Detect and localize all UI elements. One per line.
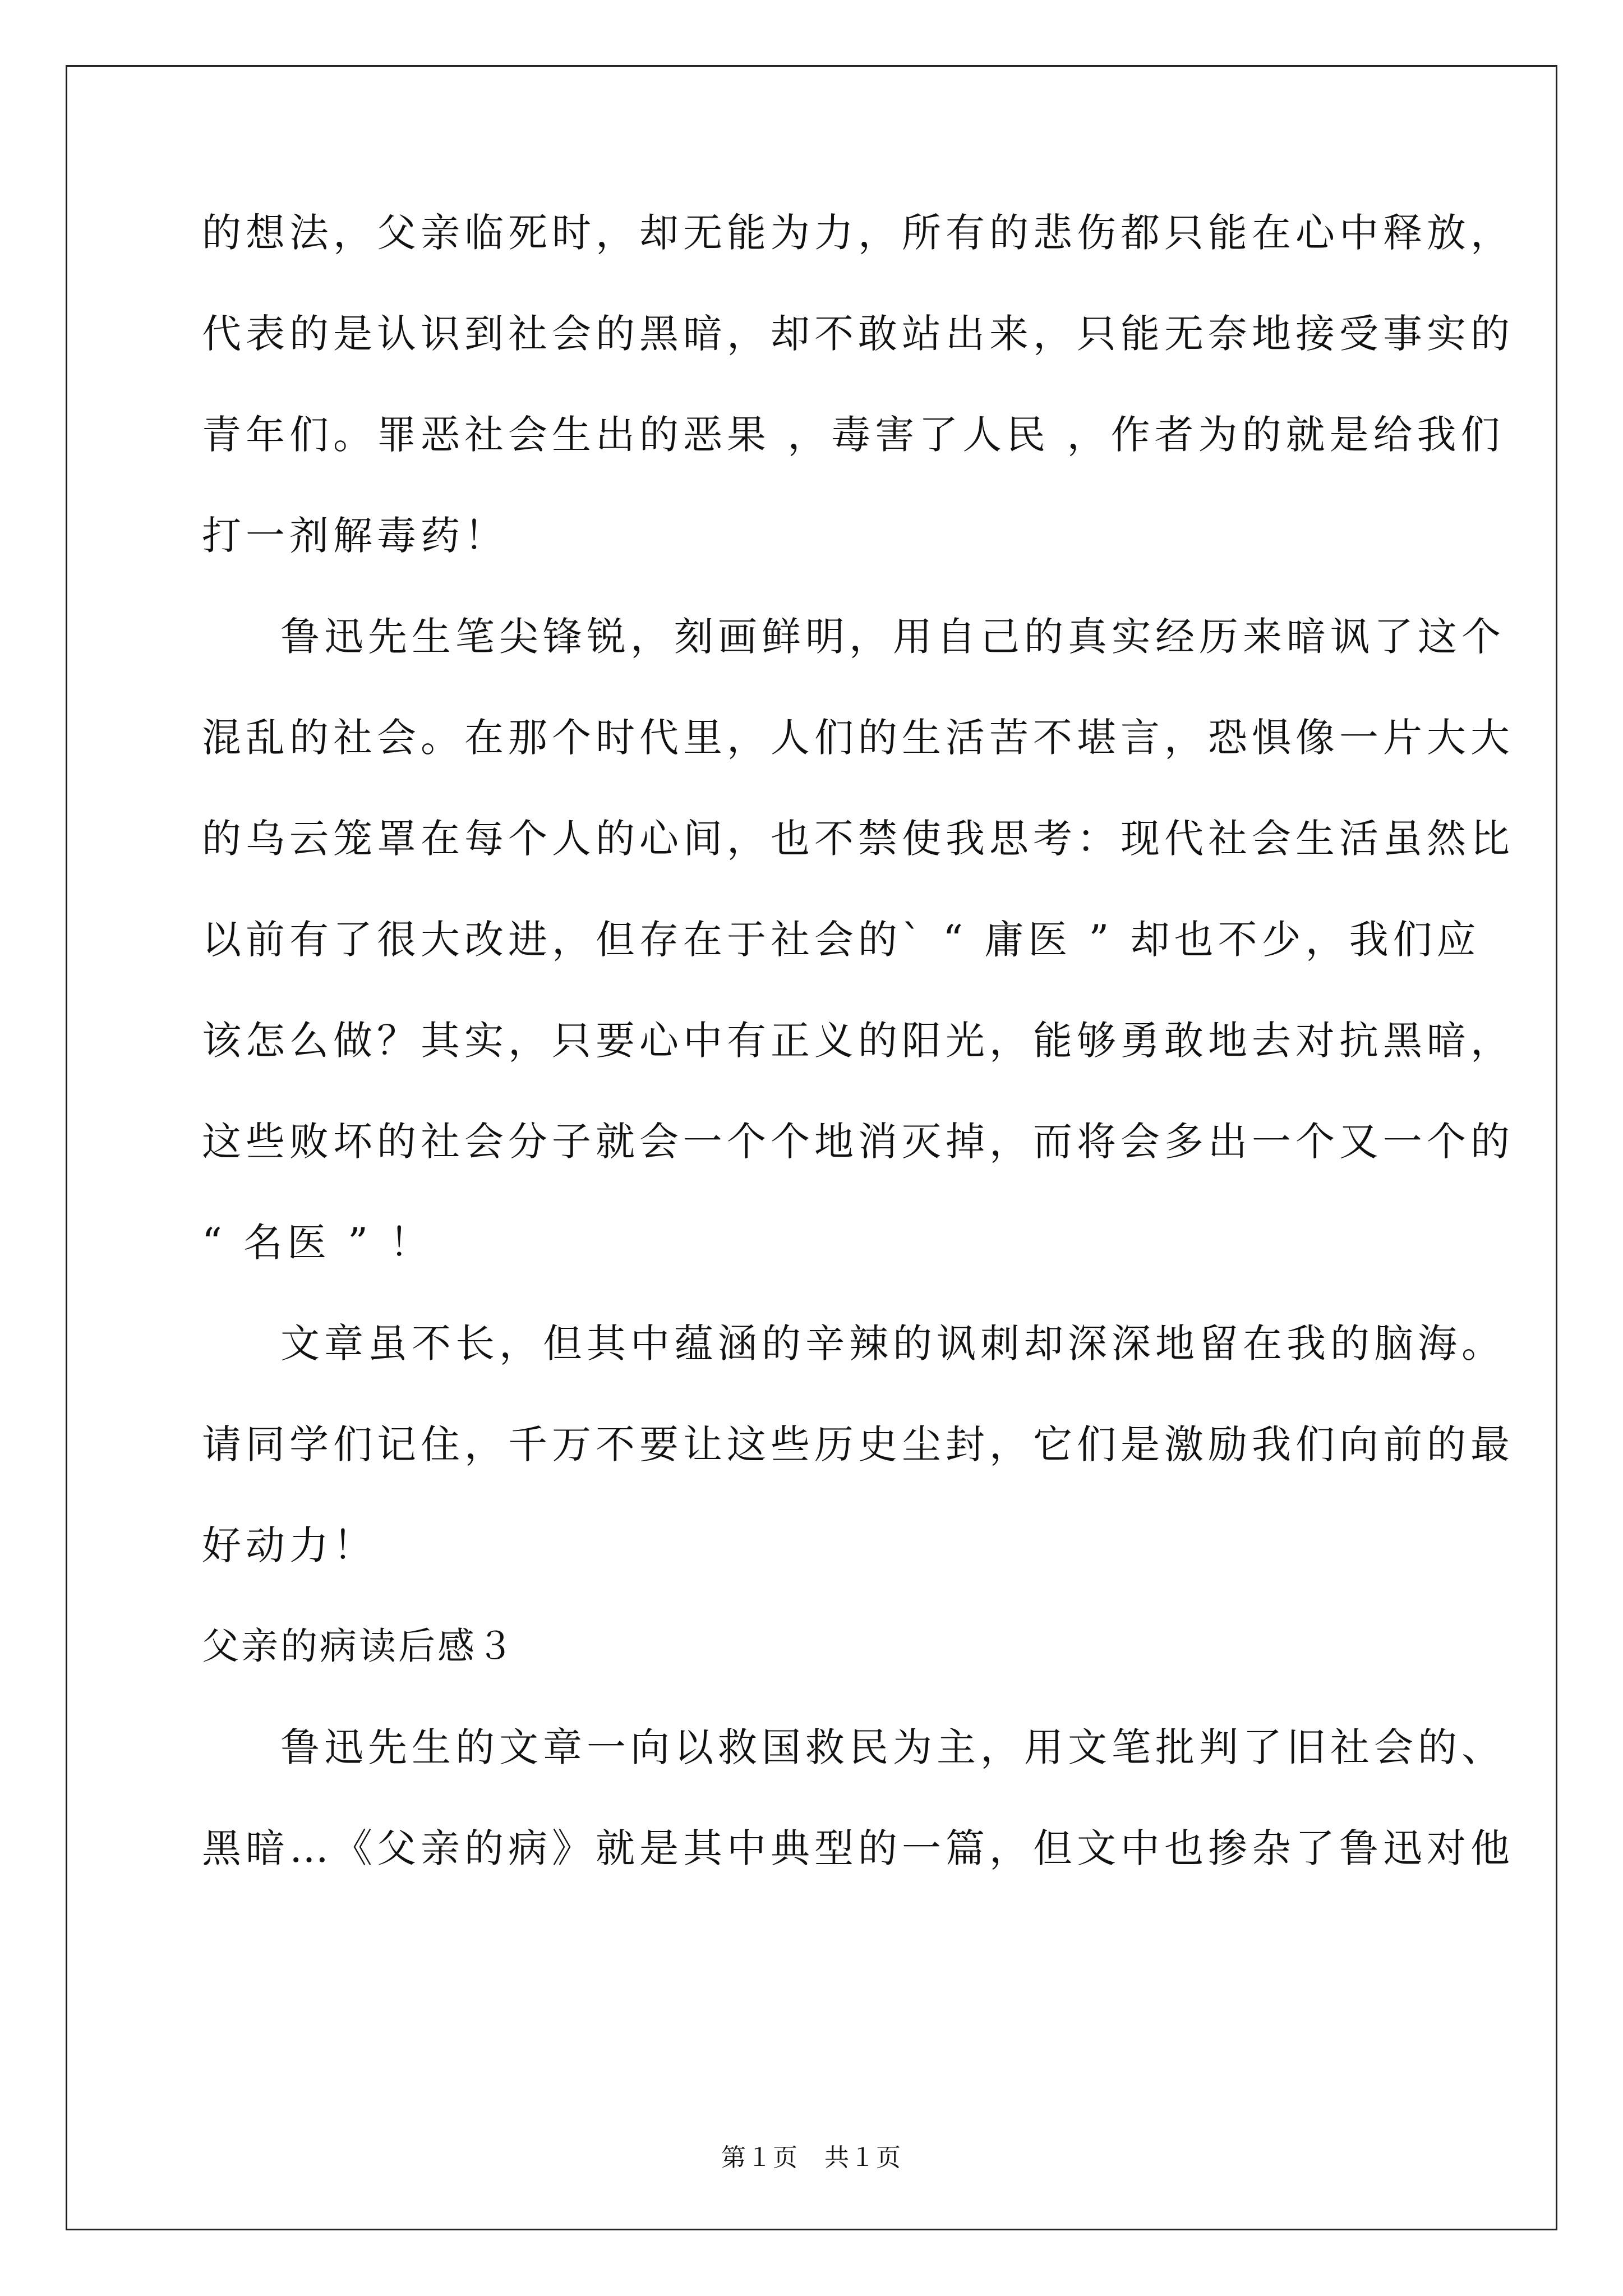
text-line: 代表的是认识到社会的黑暗，却不敢站出来，只能无奈地接受事实的 bbox=[202, 311, 1514, 357]
text-line: 这些败坏的社会分子就会一个个地消灭掉，而将会多出一个又一个的 bbox=[202, 1119, 1514, 1165]
text-line: 的乌云笼罩在每个人的心间，也不禁使我思考：现代社会生活虽然比 bbox=[202, 816, 1514, 862]
text-line: 好动力！ bbox=[202, 1522, 377, 1568]
section-heading: 父亲的病读后感３ bbox=[202, 1625, 516, 1668]
text-line: 请同学们记住，千万不要让这些历史尘封，它们是激励我们向前的最 bbox=[202, 1421, 1514, 1467]
text-line: 以前有了很大改进，但存在于社会的` “ 庸医 ” 却也不少，我们应 bbox=[202, 917, 1481, 963]
text-line: 的想法，父亲临死时，却无能为力，所有的悲伤都只能在心中释放， bbox=[202, 210, 1514, 256]
text-line: 混乱的社会。在那个时代里，人们的生活苦不堪言，恐惧像一片大大 bbox=[202, 715, 1514, 761]
paragraph-first-line: 文章虽不长，但其中蕴涵的辛辣的讽刺却深深地留在我的脑海。 bbox=[280, 1320, 1505, 1366]
paragraph-first-line: 鲁迅先生的文章一向以救国救民为主，用文笔批判了旧社会的、 bbox=[280, 1724, 1505, 1770]
text-line: “ 名医 ” ！ bbox=[202, 1220, 434, 1266]
text-line: 该怎么做？其实，只要心中有正义的阳光，能够勇敢地去对抗黑暗， bbox=[202, 1018, 1514, 1064]
text-line: 打一剂解毒药！ bbox=[202, 513, 508, 559]
paragraph-first-line: 鲁迅先生笔尖锋锐，刻画鲜明，用自己的真实经历来暗讽了这个 bbox=[280, 614, 1505, 660]
page-footer: 第１页 共１页 bbox=[721, 2143, 902, 2172]
text-line: 青年们。罪恶社会生出的恶果 ，毒害了人民 ，作者为的就是给我们 bbox=[202, 412, 1505, 458]
text-line: 黑暗…《父亲的病》就是其中典型的一篇，但文中也掺杂了鲁迅对他 bbox=[202, 1825, 1514, 1871]
